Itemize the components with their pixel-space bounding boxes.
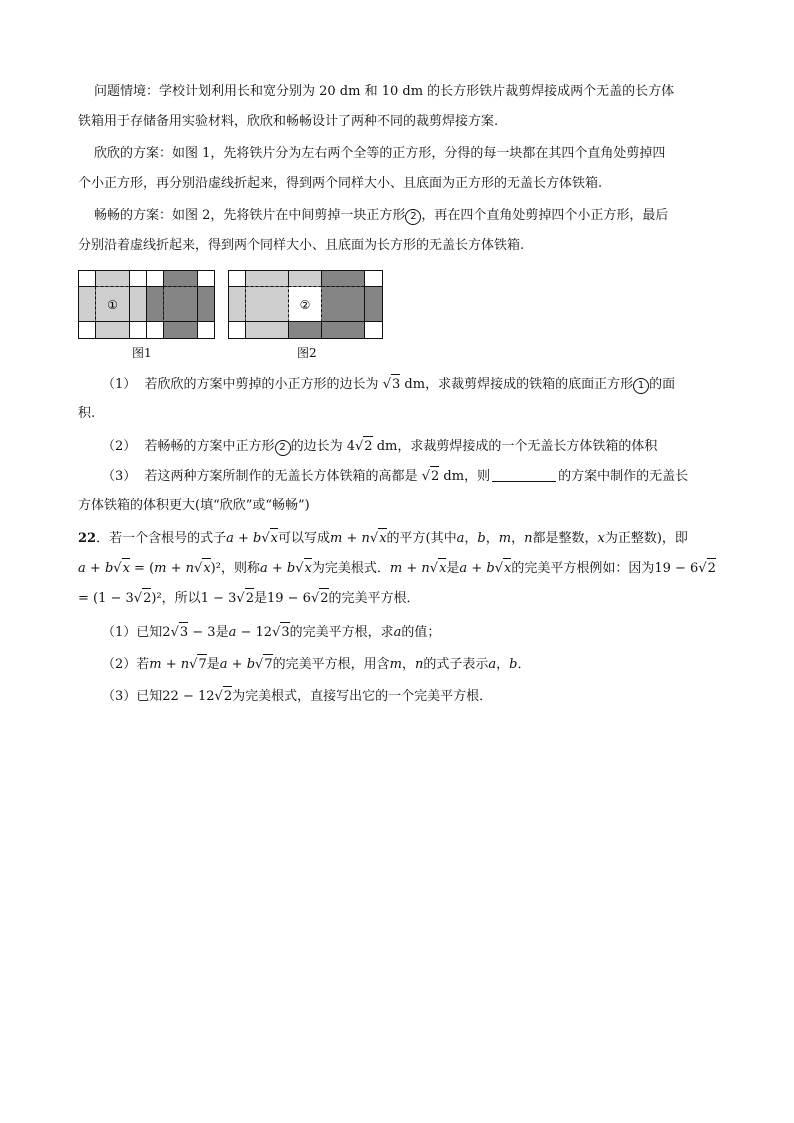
- q22-text-a: ．若一个含根号的式子: [96, 531, 227, 546]
- fig1-corner-cell: [79, 322, 96, 339]
- q22-text-l: 的完美平方根．: [328, 591, 420, 606]
- answer-blank[interactable]: [492, 467, 556, 482]
- fig1-corner-cell: [130, 322, 147, 339]
- q21-p3-text-c: 的方案中制作的无盖长: [558, 469, 689, 484]
- q21-p1-number: （1）: [102, 377, 137, 392]
- sqrt-symbol: √: [382, 377, 391, 392]
- circled-2-symbol: 2: [405, 209, 421, 225]
- q22-number: 22: [78, 531, 97, 546]
- fig2-flap-cell: [246, 271, 289, 287]
- fig1-flap-cell: [79, 287, 96, 322]
- fig1-flap-cell: [96, 322, 130, 339]
- q21-part-3-line-1: [102, 466, 752, 487]
- q22-s3-a: （3）已知: [102, 689, 163, 704]
- q22-text-b: 可以写成: [278, 531, 331, 546]
- q22-text-d: 都是整数，: [532, 531, 598, 546]
- changchang-line-2: 分别沿着虚线折起来，得到两个同样大小、且底面为长方形的无盖长方体铁箱.: [78, 238, 525, 253]
- q22-s2-c: 的完美平方根，用含: [272, 657, 390, 672]
- fig2-base-rect-1: [246, 287, 289, 322]
- figure-1-caption: 图1: [132, 346, 152, 360]
- q22-s3-b: 为完美根式，直接写出它的一个完美平方根．: [232, 689, 493, 704]
- q22-s1-b: 是: [215, 625, 229, 640]
- q22-text-h: 是: [446, 561, 460, 576]
- circled-2-symbol: 2: [275, 440, 291, 456]
- q21-p2-coef: 4: [346, 439, 355, 454]
- fig1-flap-cell: [147, 287, 164, 322]
- fig2-corner-cell: [365, 322, 383, 339]
- fig1-base-square-2: [164, 287, 198, 322]
- q21-p3-number: （3）: [102, 469, 137, 484]
- fig1-flap-cell: [96, 271, 130, 287]
- q21-p1-text-a: 若欣欣的方案中剪掉的小正方形的边长为: [144, 377, 379, 392]
- changchang-text-b: ，再在四个直角处剪掉四个小正方形，最后: [421, 208, 669, 223]
- q22-s2-e: ．: [517, 657, 531, 672]
- q22-text-e: 为正整数)，即: [604, 531, 688, 546]
- q21-part-1-line-2: 积.: [78, 406, 96, 421]
- fig1-mark: ①: [107, 298, 118, 312]
- q21-p2-text-b: 的边长为: [290, 439, 343, 454]
- q22-s1-c: 的完美平方根，求: [289, 625, 394, 640]
- sqrt-symbol: √: [421, 469, 430, 484]
- fig2-mark: ②: [299, 298, 311, 312]
- q22-line-2: a + b√x = (m + n√x)²，则称a + b√x为完美根式．m + n√x是a + b√x的完美平方根例如：因为19 − 6√2: [78, 558, 728, 579]
- fig1-flap-cell: [130, 287, 147, 322]
- fig1-corner-cell: [147, 322, 164, 339]
- fig1-corner-cell: [130, 271, 147, 287]
- figure-1: [78, 270, 216, 340]
- q21-p3-text-b: dm，则: [443, 469, 491, 484]
- fig2-corner-cell: [365, 271, 383, 287]
- fig2-flap-cell: [322, 271, 365, 287]
- q21-p3-text-a: 若这两种方案所制作的无盖长方体铁箱的高都是: [144, 469, 418, 484]
- fig1-flap-cell: [164, 322, 198, 339]
- q21-part-3-line-2: 方体铁箱的体积更大(填“欣欣”或“畅畅”): [78, 498, 310, 513]
- q21-p2-text-c: dm，求裁剪焊接成的一个无盖长方体铁箱的体积: [376, 439, 658, 454]
- q22-s2-a: （2）若: [102, 657, 150, 672]
- q22-text-f: ，则称: [220, 561, 260, 576]
- q21-p1-text-c: 的面: [649, 377, 676, 392]
- fig1-corner-cell: [198, 322, 215, 339]
- fig1-flap-cell: [198, 287, 215, 322]
- q22-sub-3: （3）已知22 − 12√2为完美根式，直接写出它的一个完美平方根．: [102, 686, 752, 707]
- fig1-corner-cell: [147, 271, 164, 287]
- q22-text-c: 的平方(其中: [386, 531, 457, 546]
- circled-1-symbol: 1: [633, 378, 649, 394]
- q22-line-1: 22．若一个含根号的式子a + b√x可以写成m + n√x的平方(其中a，b，m，n都是整数，x为正整数)，即: [78, 528, 728, 549]
- q21-p2-number: （2）: [102, 439, 137, 454]
- q22-s2-b: 是: [206, 657, 220, 672]
- fig2-corner-cell: [229, 271, 246, 287]
- q22-text-j: ，所以: [161, 591, 201, 606]
- q22-s1-d: 的值；: [401, 625, 441, 640]
- q22-text-g: 为完美根式．: [311, 561, 390, 576]
- q22-s2-d: 的式子表示: [423, 657, 489, 672]
- q22-line-3: = (1 − 3√2)²，所以1 − 3√2是19 − 6√2的完美平方根．: [78, 588, 728, 609]
- fig1-corner-cell: [198, 271, 215, 287]
- fig2-flap-cell: [246, 322, 289, 339]
- fig2-flap-cell: [322, 322, 365, 339]
- figure-2: [228, 270, 384, 340]
- fig2-base-rect-2: [322, 287, 365, 322]
- q22-text-k: 是: [253, 591, 267, 606]
- sqrt-symbol: √: [355, 439, 364, 454]
- xinxin-line-2: 个小正方形，再分别沿虚线折起来，得到两个同样大小、且底面为正方形的无盖长方体铁箱.: [78, 176, 603, 191]
- xinxin-line-1: 欣欣的方案：如图 1，先将铁片分为左右两个全等的正方形，分得的每一块都在其四个直角处剪掉四: [94, 146, 666, 161]
- fig1-corner-cell: [79, 271, 96, 287]
- q22-text-i: 的完美平方根例如：因为: [511, 561, 655, 576]
- q21-part-2-line: [102, 436, 752, 457]
- fig1-flap-cell: [164, 271, 198, 287]
- q21-p2-value: 2: [363, 436, 372, 457]
- q21-part-1-line-1: [102, 374, 752, 395]
- intro-line-1: 问题情境：学校计划利用长和宽分别为 20 dm 和 10 dm 的长方形铁片裁剪焊接成两个无盖的长方体: [94, 84, 675, 99]
- changchang-text-a: 畅畅的方案：如图 2，先将铁片在中间剪掉一块正方形: [94, 208, 406, 223]
- fig2-flap-cell: [289, 322, 322, 339]
- fig2-flap-cell: [289, 271, 322, 287]
- fig2-flap-cell: [365, 287, 383, 322]
- q22-sub-2: （2）若m + n√7是a + b√7的完美平方根，用含m，n的式子表示a，b．: [102, 654, 752, 675]
- intro-line-2: 铁箱用于存储备用实验材料，欣欣和畅畅设计了两种不同的裁剪焊接方案.: [78, 114, 499, 129]
- q22-sub-1: （1）已知2√3 − 3是a − 12√3的完美平方根，求a的值；: [102, 622, 752, 643]
- figure-2-caption: 图2: [297, 346, 317, 360]
- q21-p3-value: 2: [430, 466, 439, 487]
- q21-p1-value: 3: [391, 374, 400, 395]
- changchang-line-1: [94, 206, 744, 226]
- q21-p2-text-a: 若畅畅的方案中正方形: [144, 439, 275, 454]
- q22-s1-a: （1）已知: [102, 625, 163, 640]
- fig2-corner-cell: [229, 322, 246, 339]
- q21-p1-text-b: dm，求裁剪焊接成的铁箱的底面正方形: [404, 377, 634, 392]
- fig2-flap-cell: [229, 287, 246, 322]
